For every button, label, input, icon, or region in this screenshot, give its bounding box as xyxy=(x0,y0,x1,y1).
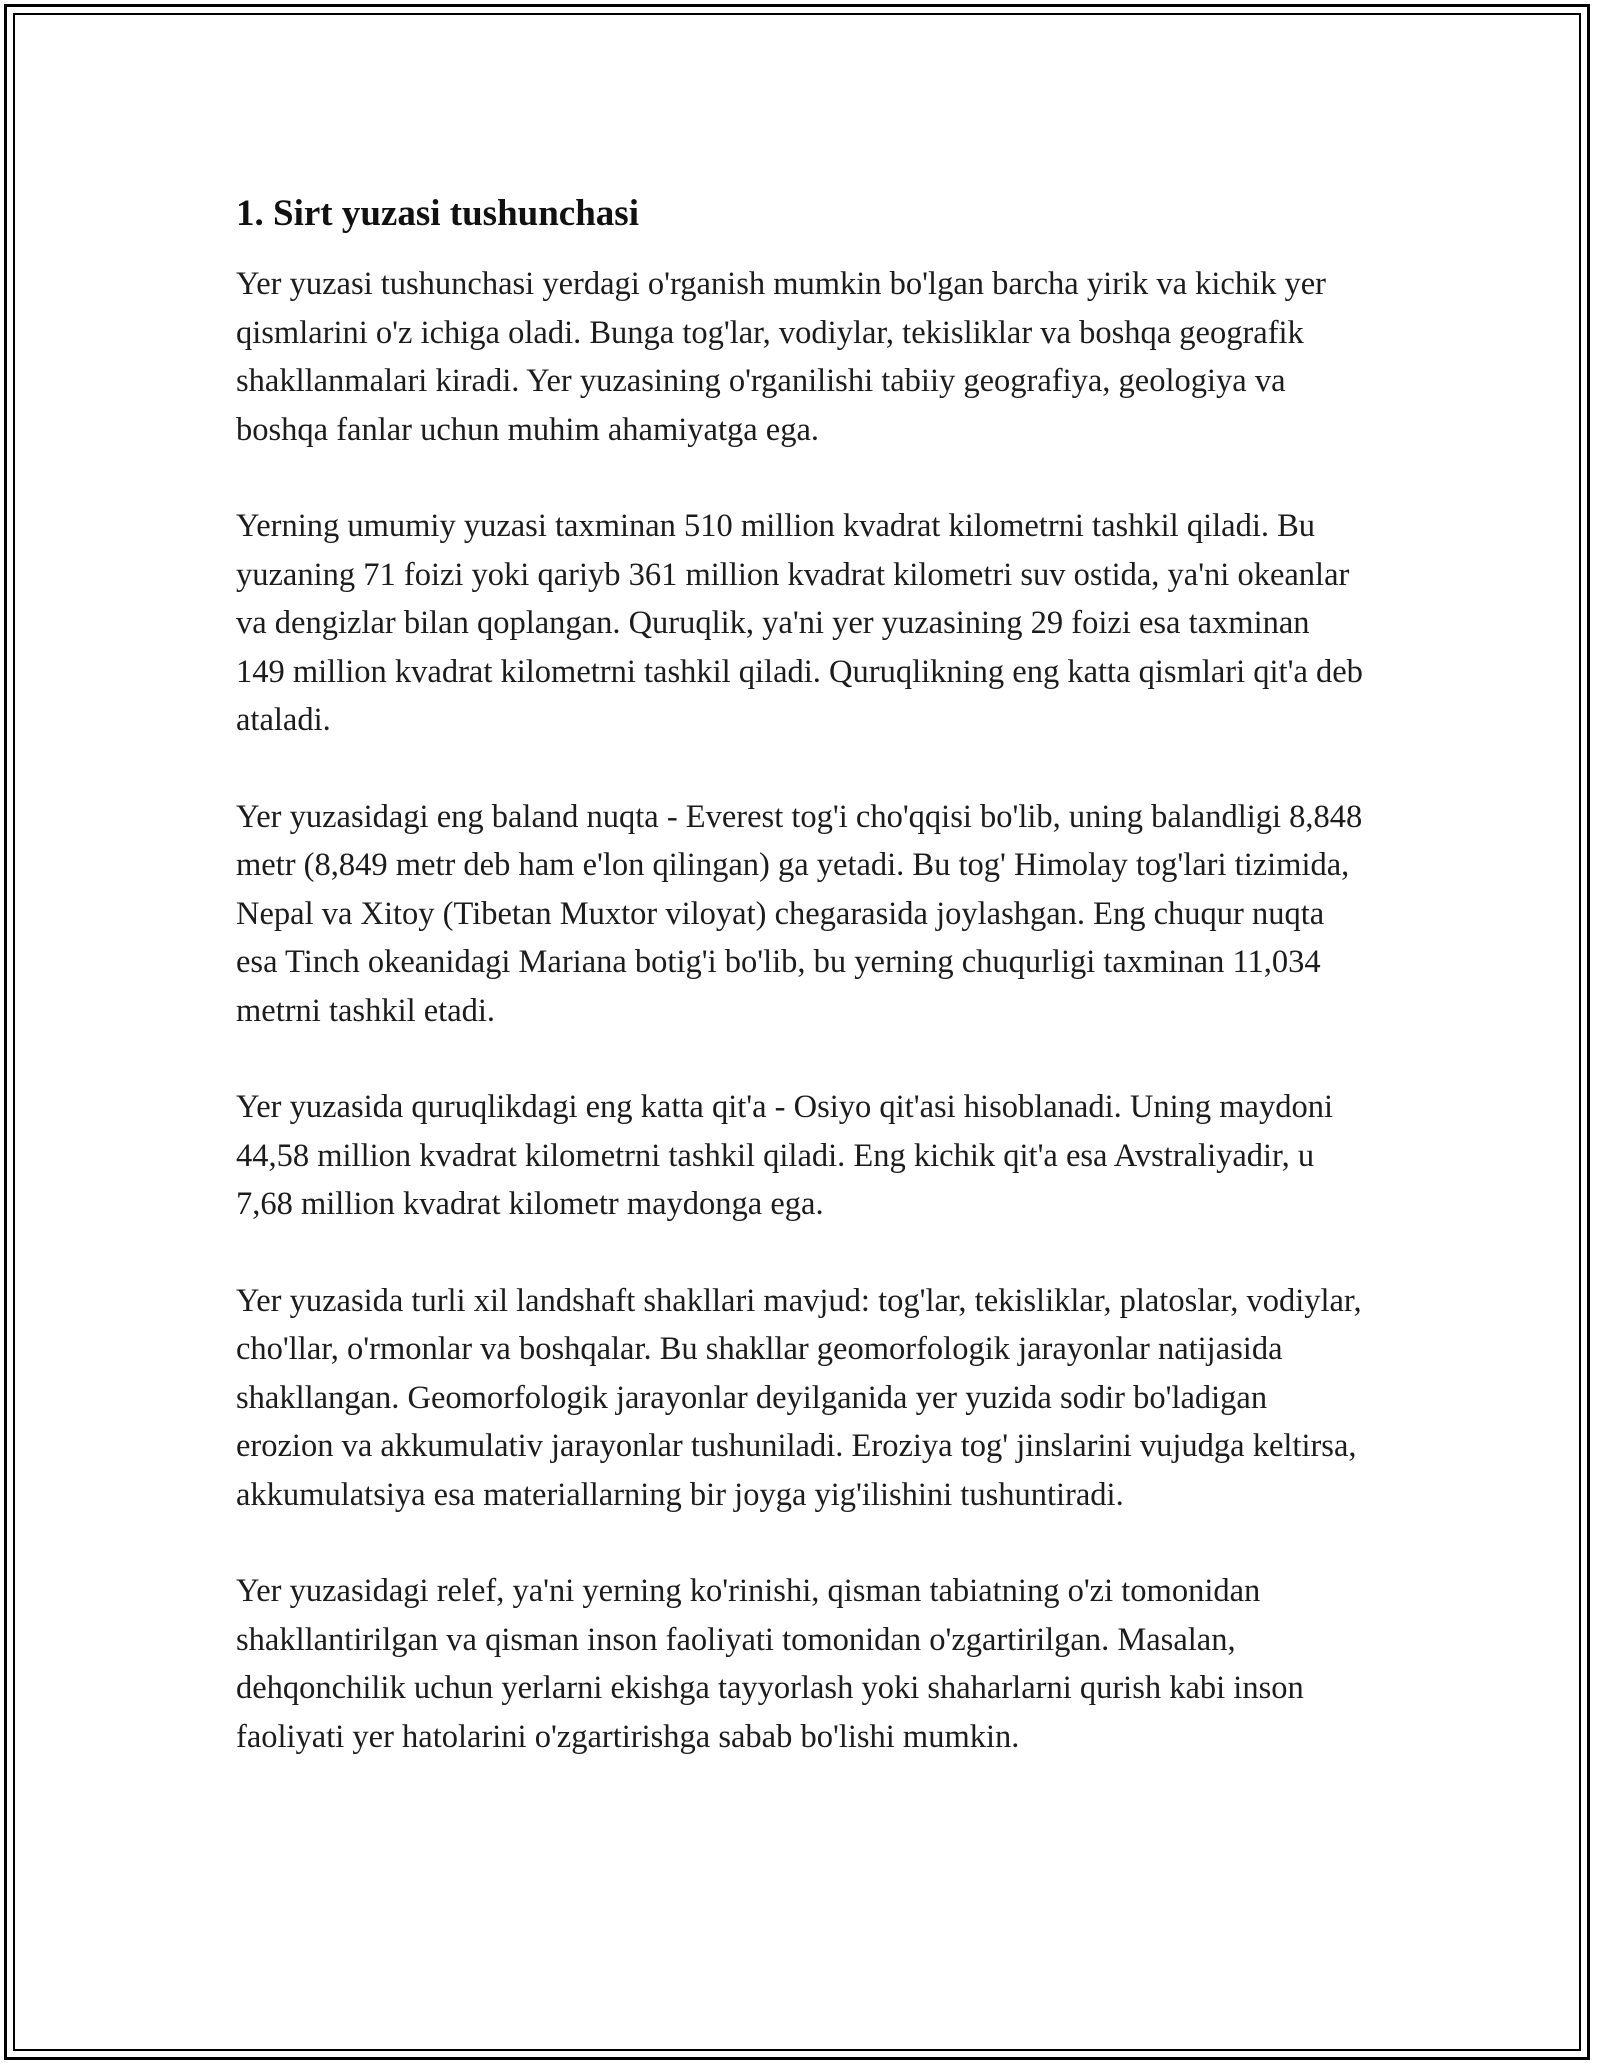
paragraph-4: Yer yuzasida quruqlikdagi eng katta qit'a - Osiyo qit'asi hisoblanadi. Uning maydoni 44,58 million kvadrat kilometrni tashkil qiladi. Eng kichik qit'a esa Avstraliyadir, u 7,68 million kvadrat kilometr maydonga ega. xyxy=(236,1089,1333,1222)
paragraph-3: Yer yuzasidagi eng baland nuqta - Everest tog'i cho'qqisi bo'lib, uning balandligi 8,848 metr (8,849 metr deb ham e'lon qilingan) ga yetadi. Bu tog' Himolay tog'lari tizimida, Nepal va Xitoy (Tibetan Muxtor viloyat) chegarasida joylashgan. Eng chuqur nuqta esa Tinch okeanidagi Mariana botig'i bo'lib, bu yerning chuqurligi taxminan 11,034 metrni tashkil etadi. xyxy=(236,798,1363,1029)
paragraph-6: Yer yuzasidagi relef, ya'ni yerning ko'rinishi, qisman tabiatning o'zi tomonidan shakllantirilgan va qisman inson faoliyati tomonidan o'zgartirilgan. Masalan, dehqonchilik uchun yerlarni ekishga tayyorlash yoki shaharlarni qurish kabi inson faoliyati yer hatolarini o'zgartirishga sabab bo'lishi mumkin. xyxy=(236,1573,1304,1755)
paragraph-1: Yer yuzasi tushunchasi yerdagi o'rganish mumkin bo'lgan barcha yirik va kichik yer qismlarini o'z ichiga oladi. Bunga tog'lar, vodiylar, tekisliklar va boshqa geografik shakllanmalari kiradi. Yer yuzasining o'rganilishi tabiiy geografiya, geologiya va boshqa fanlar uchun muhim ahamiyatga ega. xyxy=(236,266,1327,448)
paragraph-5: Yer yuzasida turli xil landshaft shakllari mavjud: tog'lar, tekisliklar, platoslar, vodiylar, cho'llar, o'rmonlar va boshqalar. Bu shakllar geomorfologik jarayonlar natijasida shakllangan. Geomorfologik jarayonlar deyilganida yer yuzida sodir bo'ladigan erozion va akkumulativ jarayonlar tushuniladi. Eroziya tog' jinslarini vujudga keltirsa, akkumulatsiya esa materiallarning bir joyga yig'ilishini tushuntiradi. xyxy=(236,1282,1362,1513)
section-heading: 1. Sirt yuzasi tushunchasi xyxy=(236,193,639,234)
document-body xyxy=(236,188,1366,1809)
paragraph-2: Yerning umumiy yuzasi taxminan 510 million kvadrat kilometrni tashkil qiladi. Bu yuzaning 71 foizi yoki qariyb 361 million kvadrat kilometri suv ostida, ya'ni okeanlar va dengizlar bilan qoplangan. Quruqlik, ya'ni yer yuzasining 29 foizi esa taxminan 149 million kvadrat kilometrni tashkil qiladi. Quruqlikning eng katta qismlari qit'a deb ataladi. xyxy=(236,508,1363,738)
